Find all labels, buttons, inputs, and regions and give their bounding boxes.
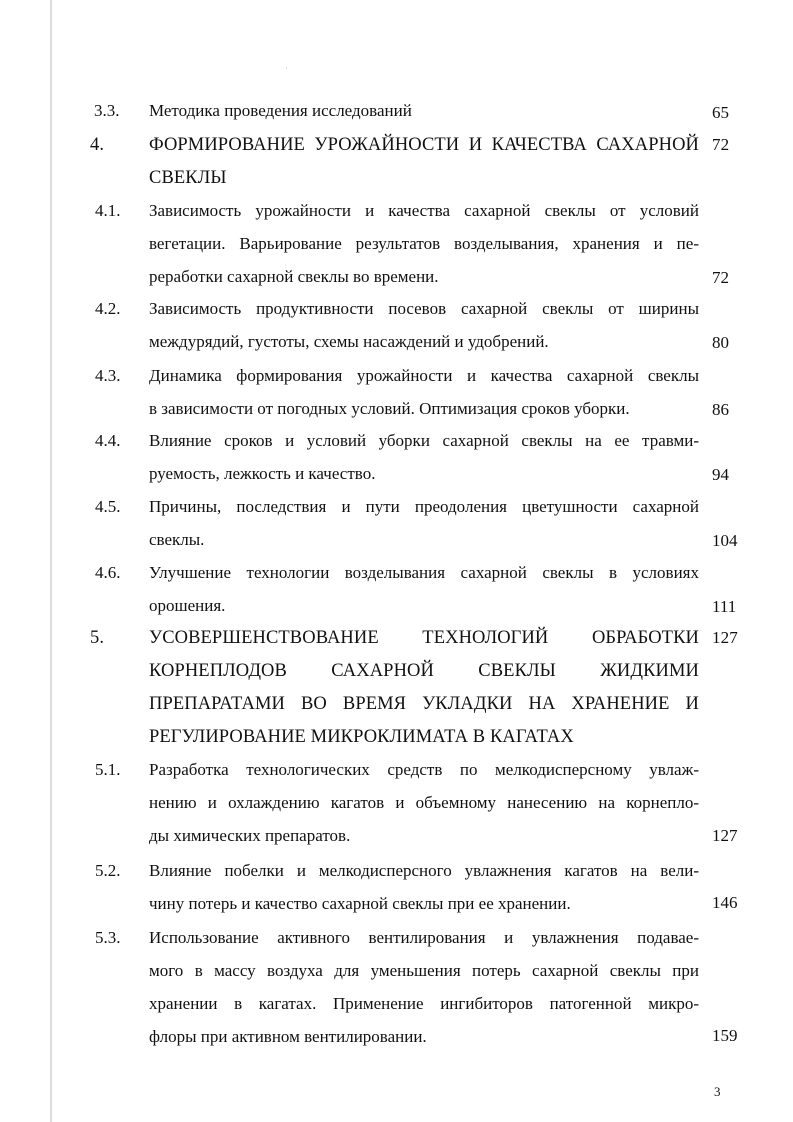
toc-line: нению и охлаждению кагатов и объемному нанесению на корнепло- (149, 793, 699, 812)
toc-line: КОРНЕПЛОДОВ САХАРНОЙ СВЕКЛЫ ЖИДКИМИ (149, 661, 699, 681)
toc-line: Причины, последствия и пути преодоления цветушности сахарной (149, 497, 699, 516)
page-number: 3 (714, 1084, 721, 1099)
toc-page: 86 (712, 400, 729, 419)
toc-page: 94 (712, 465, 729, 484)
toc-number: 4. (90, 135, 105, 155)
toc-line: мого в массу воздуха для уменьшения потерь сахарной свеклы при (149, 961, 699, 980)
toc-number: 4.2. (95, 299, 121, 318)
toc-line: Разработка технологических средств по мелкодисперсному увлаж- (149, 760, 699, 779)
toc-number: 3.3. (94, 101, 120, 120)
toc-line: ПРЕПАРАТАМИ ВО ВРЕМЯ УКЛАДКИ НА ХРАНЕНИЕ И (149, 694, 699, 714)
toc-line: Влияние побелки и мелкодисперсного увлажнения кагатов на вели- (149, 861, 699, 880)
toc-line: ды химических препаратов. (149, 826, 351, 845)
toc-line: Улучшение технологии возделывания сахарной свеклы в условиях (149, 563, 699, 582)
toc-line: СВЕКЛЫ (149, 168, 227, 188)
toc-page: 127 (712, 826, 738, 845)
toc-page: 80 (712, 333, 729, 352)
scan-speck (286, 66, 287, 69)
toc-line: вегетации. Варьирование результатов возделывания, хранения и пе- (149, 234, 699, 253)
toc-number: 4.4. (95, 431, 121, 450)
toc-number: 4.6. (95, 563, 121, 582)
toc-page: 104 (712, 531, 738, 550)
toc-line: Динамика формирования урожайности и качества сахарной свеклы (149, 366, 699, 385)
toc-line: Зависимость урожайности и качества сахарной свеклы от условий (149, 201, 699, 220)
toc-number: 5.3. (95, 928, 121, 947)
toc-number: 4.5. (95, 497, 121, 516)
toc-line: междурядий, густоты, схемы насаждений и удобрений. (149, 332, 549, 351)
toc-line: хранении в кагатах. Применение ингибиторов патогенной микро- (149, 994, 699, 1013)
toc-page: 72 (712, 135, 730, 154)
toc-number: 5. (90, 628, 105, 648)
toc-line: РЕГУЛИРОВАНИЕ МИКРОКЛИМАТА В КАГАТАХ (149, 727, 574, 747)
toc-line: реработки сахарной свеклы во времени. (149, 267, 439, 286)
toc-line: свеклы. (149, 530, 205, 549)
toc-line: в зависимости от погодных условий. Оптимизация сроков уборки. (149, 399, 630, 418)
toc-line: Влияние сроков и условий уборки сахарной свеклы на ее травми- (149, 431, 699, 450)
toc-line: руемость, лежкость и качество. (149, 464, 376, 483)
toc-number: 5.2. (95, 861, 121, 880)
toc-line: УСОВЕРШЕНСТВОВАНИЕ ТЕХНОЛОГИЙ ОБРАБОТКИ (149, 628, 699, 648)
toc-line: Методика проведения исследований (149, 101, 412, 120)
toc-number: 4.1. (95, 201, 121, 220)
toc-line: чину потерь и качество сахарной свеклы при ее хранении. (149, 894, 571, 913)
toc-page: 65 (712, 103, 729, 122)
toc-line: Использование активного вентилирования и увлажнения подавае- (149, 928, 699, 947)
toc-page: 111 (712, 597, 737, 616)
toc-number: 5.1. (95, 760, 121, 779)
toc-page: 72 (712, 268, 729, 287)
toc-line: Зависимость продуктивности посевов сахарной свеклы от ширины (149, 299, 699, 318)
toc-line: ФОРМИРОВАНИЕ УРОЖАЙНОСТИ И КАЧЕСТВА САХАРНОЙ (149, 135, 699, 155)
toc-page: 159 (712, 1026, 738, 1045)
scan-edge-shadow (50, 0, 52, 1122)
toc-line: орошения. (149, 596, 226, 615)
toc-line: флоры при активном вентилировании. (149, 1027, 427, 1046)
toc-page: 146 (712, 893, 738, 912)
toc-page: 127 (712, 628, 738, 647)
toc-number: 4.3. (95, 366, 121, 385)
